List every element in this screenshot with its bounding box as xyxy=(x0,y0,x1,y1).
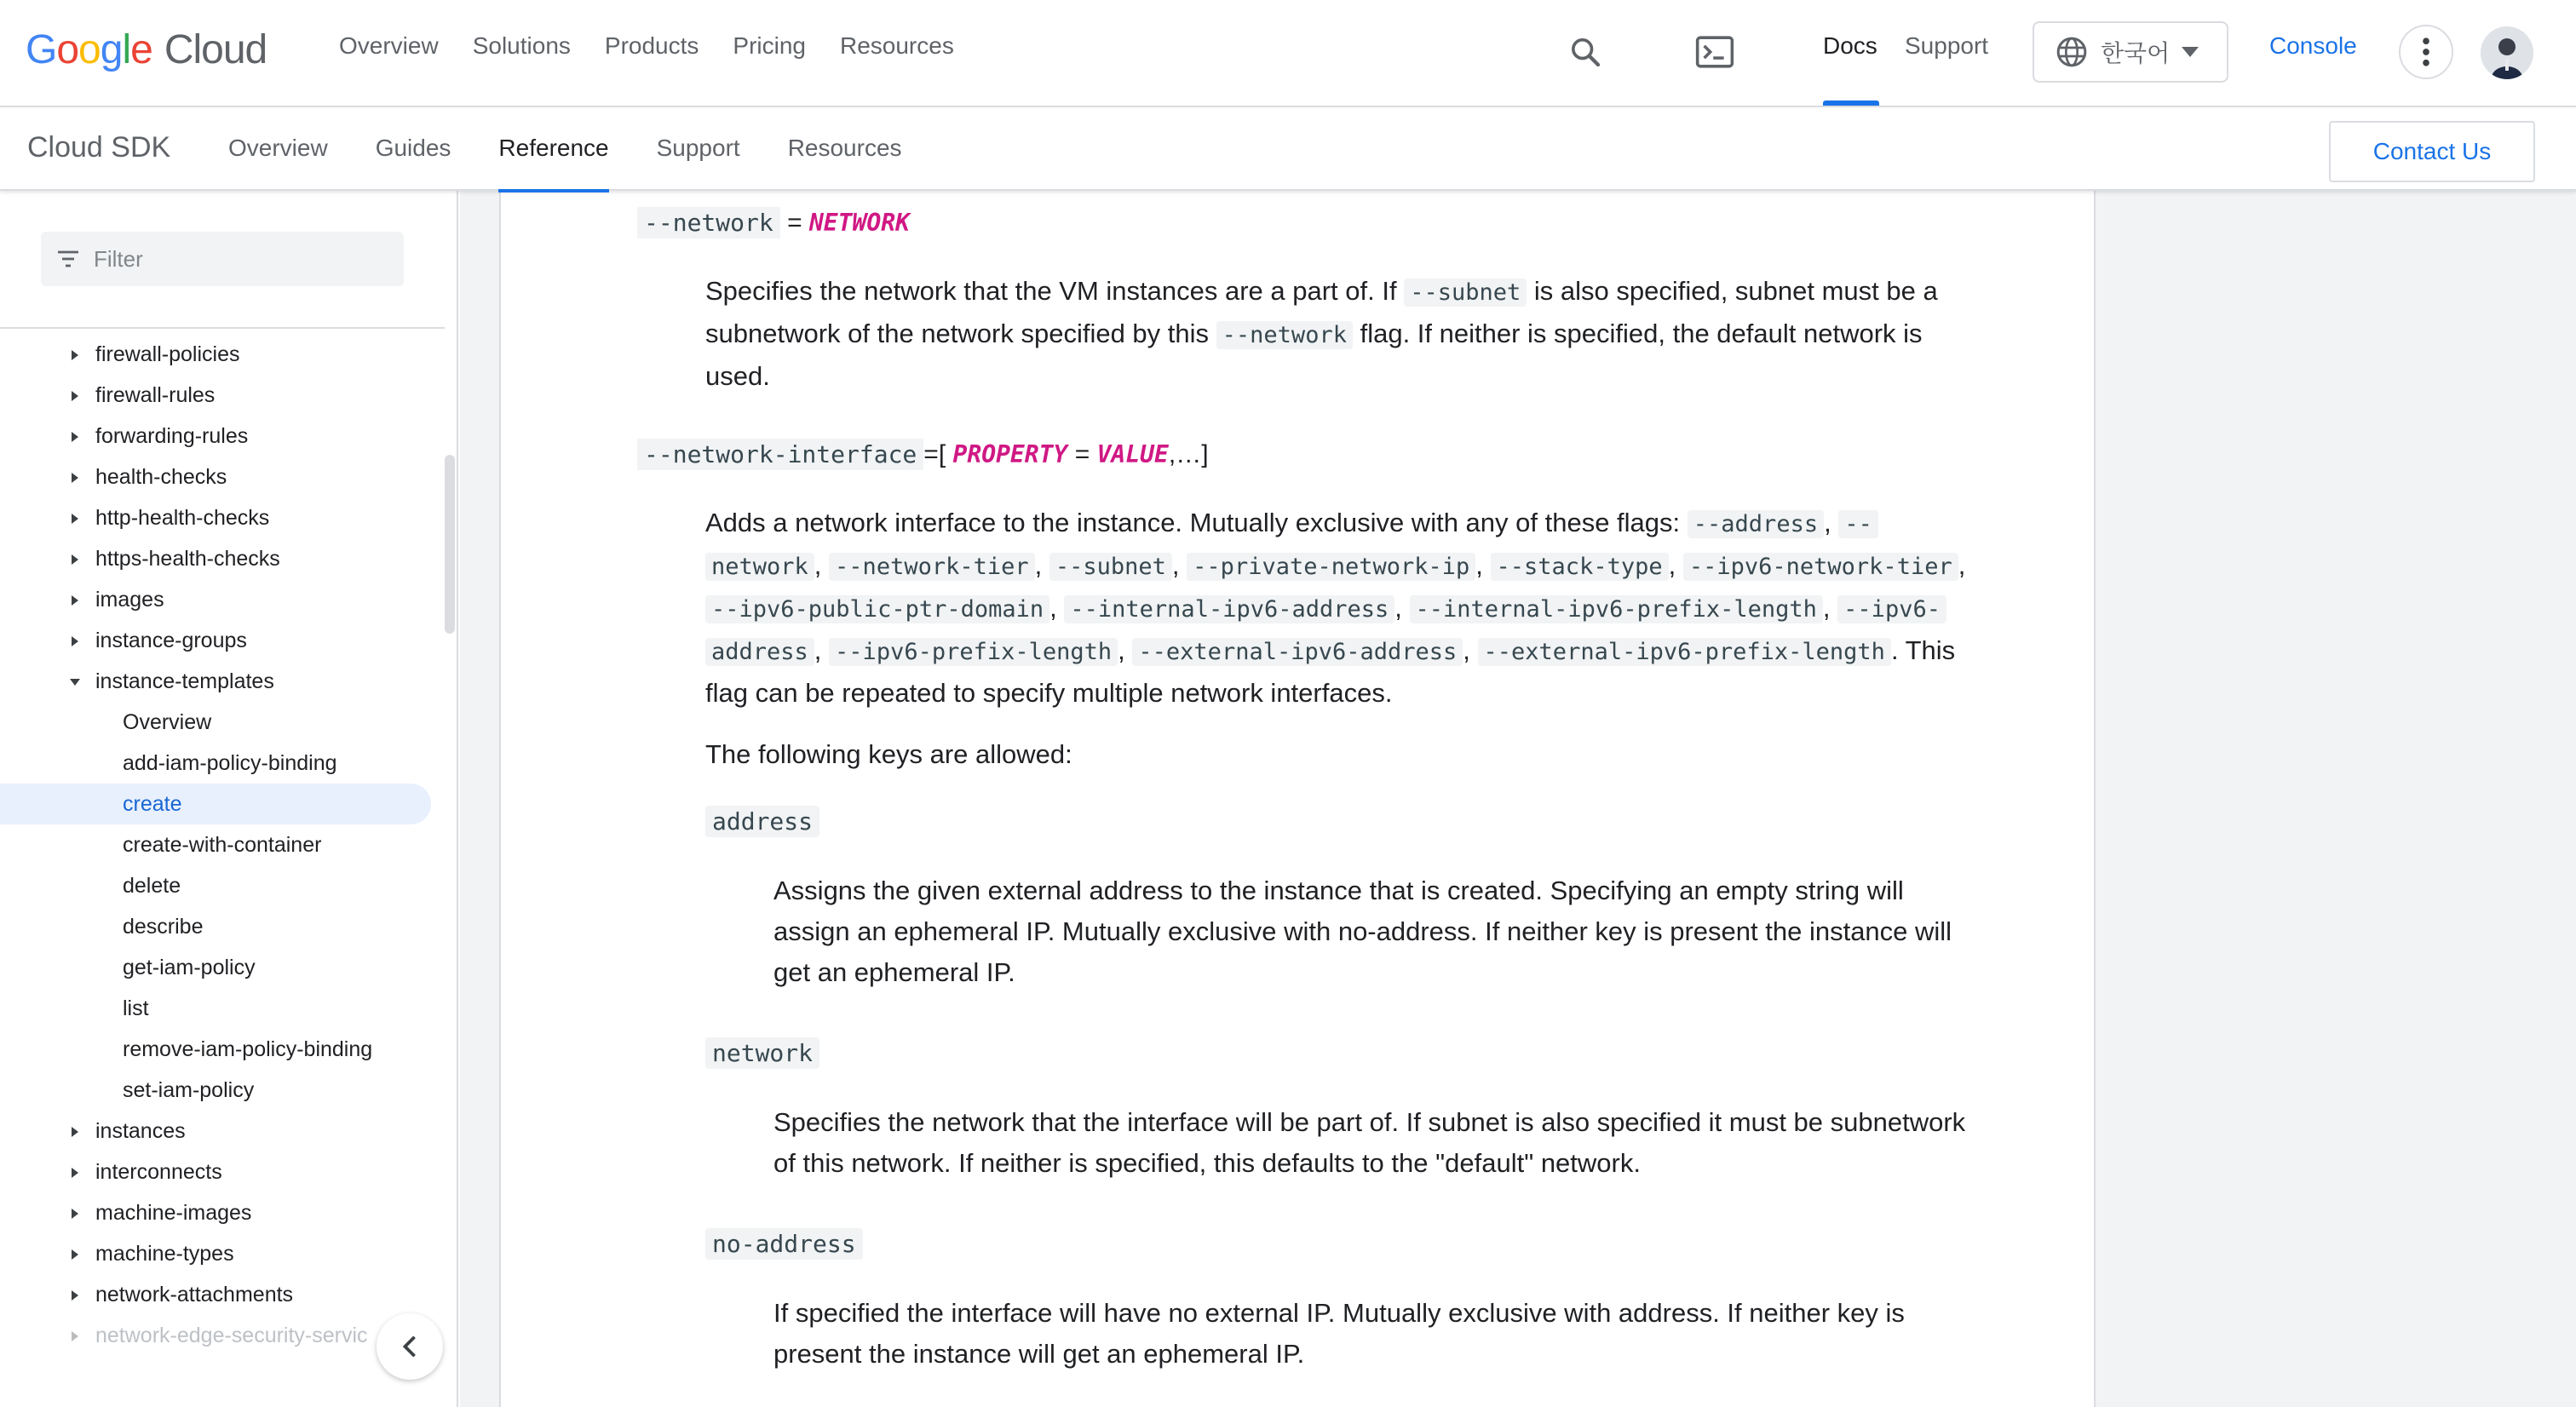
text: of this network. If neither is specified, this defaults to the "default" network. xyxy=(773,1148,1641,1178)
contact-us-button[interactable]: Contact Us xyxy=(2329,121,2535,182)
sidebar-item-label: get-iam-policy xyxy=(123,956,256,979)
sidebar-item-add-iam-policy-binding[interactable] xyxy=(0,743,445,784)
caret-right-icon[interactable] xyxy=(72,1209,78,1219)
docs-link[interactable]: Docs xyxy=(1823,32,1877,59)
caret-right-icon[interactable] xyxy=(72,636,78,646)
key-address-description xyxy=(773,870,2085,993)
collapse-sidebar-button[interactable] xyxy=(377,1313,443,1380)
sidebar-item-label: network-edge-security-servic xyxy=(95,1324,368,1347)
flag-eq: = xyxy=(1074,440,1090,468)
tab-overview[interactable]: Overview xyxy=(228,135,328,161)
article-content xyxy=(499,191,2096,1407)
sidebar-item-label: interconnects xyxy=(95,1160,222,1184)
sidebar-item-firewall-rules[interactable] xyxy=(0,375,445,416)
support-link[interactable]: Support xyxy=(1905,32,1989,59)
text: , xyxy=(1824,508,1831,537)
code: -- xyxy=(1838,510,1878,538)
logo-letter: e xyxy=(130,26,152,72)
caret-right-icon[interactable] xyxy=(72,473,78,483)
terminal-icon xyxy=(1695,35,1734,69)
sidebar-item-label: instance-templates xyxy=(95,669,274,693)
logo-letter: G xyxy=(26,26,57,72)
text: , xyxy=(1049,593,1057,623)
user-avatar-icon xyxy=(2481,26,2533,79)
search-button[interactable] xyxy=(1559,26,1612,78)
caret-right-icon[interactable] xyxy=(72,350,78,360)
sidebar-item-label: forwarding-rules xyxy=(95,424,249,448)
logo-letter: o xyxy=(56,26,79,72)
text: Specifies the network that the VM instances are a part of. If xyxy=(705,276,1405,306)
sidebar-item-label: firewall-rules xyxy=(95,383,216,407)
product-title[interactable]: Cloud SDK xyxy=(27,131,171,164)
flag-network-interface-description xyxy=(705,502,2085,714)
caret-right-icon[interactable] xyxy=(72,514,78,524)
caret-right-icon[interactable] xyxy=(72,1290,78,1301)
text: , xyxy=(814,550,822,580)
sidebar-item-forwarding-rules[interactable] xyxy=(0,416,445,457)
code: --address xyxy=(1688,510,1824,538)
sidebar-item-label: https-health-checks xyxy=(95,547,280,571)
sidebar-item-images[interactable] xyxy=(0,579,445,620)
sidebar-item-health-checks[interactable] xyxy=(0,457,445,497)
search-icon xyxy=(1568,35,1602,69)
filter-icon xyxy=(58,250,78,267)
code: --stack-type xyxy=(1491,553,1669,581)
sidebar-item-network-attachments[interactable] xyxy=(0,1274,445,1315)
sidebar-item-label: Overview xyxy=(123,710,212,734)
sidebar-item-list[interactable] xyxy=(0,988,445,1029)
text: , xyxy=(1171,550,1180,580)
caret-right-icon[interactable] xyxy=(72,1168,78,1178)
text: assign an ephemeral IP. Mutually exclusive with no-address. If neither key is present the instance will xyxy=(773,916,1952,946)
flag-network-interface-heading xyxy=(637,436,1209,474)
sidebar-item-label: create-with-container xyxy=(123,833,322,857)
code: --external-ipv6-prefix-length xyxy=(1478,638,1891,666)
caret-right-icon[interactable] xyxy=(72,432,78,442)
divider xyxy=(0,327,445,329)
sidebar-item-label: create xyxy=(123,792,182,816)
sidebar-item-label: network-attachments xyxy=(95,1283,294,1306)
sidebar-item-label: machine-images xyxy=(95,1201,252,1225)
text: Assigns the given external address to the instance that is created. Specifying an empty string will xyxy=(773,876,1904,905)
tab-reference[interactable]: Reference xyxy=(498,135,609,161)
sidebar-item-create[interactable] xyxy=(0,784,431,824)
key-no-address-description xyxy=(773,1293,2085,1375)
top-header xyxy=(0,0,2576,107)
text: , xyxy=(1958,550,1966,580)
key-no-address-label: no-address xyxy=(705,1228,863,1260)
code: --internal-ipv6-address xyxy=(1064,595,1394,623)
logo-letter: o xyxy=(78,26,101,72)
sidebar-item-overview[interactable] xyxy=(0,702,445,743)
text: Specifies the network that the interface will be part of. If subnet is also specified it must be subnetwork xyxy=(773,1107,1966,1137)
sidebar-item-label: health-checks xyxy=(95,465,227,489)
sidebar-scrollbar[interactable] xyxy=(445,455,455,634)
text: , xyxy=(814,635,822,665)
sidebar-item-create-with-container[interactable] xyxy=(0,824,445,865)
code: --network-tier xyxy=(829,553,1035,581)
sidebar-item-http-health-checks[interactable] xyxy=(0,497,445,538)
flag-eq: = xyxy=(787,209,802,237)
sidebar-item-machine-types[interactable] xyxy=(0,1233,445,1274)
code: --ipv6-network-tier xyxy=(1683,553,1958,581)
flag-open: =[ xyxy=(923,440,946,468)
caret-down-icon xyxy=(2182,47,2199,57)
console-link[interactable]: Console xyxy=(2269,32,2357,59)
text: , xyxy=(1668,550,1676,580)
language-selector[interactable] xyxy=(2033,21,2228,83)
product-header xyxy=(0,109,2576,191)
sidebar-item-https-health-checks[interactable] xyxy=(0,538,445,579)
code: address xyxy=(705,638,814,666)
sidebar-item-instance-groups[interactable] xyxy=(0,620,445,661)
sidebar-item-firewall-policies[interactable] xyxy=(0,334,445,375)
caret-right-icon[interactable] xyxy=(72,554,78,565)
text: , xyxy=(1822,593,1831,623)
sidebar-item-get-iam-policy[interactable] xyxy=(0,947,445,988)
sidebar-tree xyxy=(0,334,445,1356)
tab-support[interactable]: Support xyxy=(656,135,740,161)
flag-name: --network xyxy=(637,207,780,238)
docs-active-indicator xyxy=(1823,100,1879,106)
sidebar xyxy=(0,191,458,1407)
caret-right-icon[interactable] xyxy=(72,595,78,606)
top-nav-overview[interactable]: Overview xyxy=(339,32,439,59)
flag-close: ,…] xyxy=(1168,440,1209,468)
product-tabs xyxy=(228,135,902,162)
flag-property: PROPERTY xyxy=(952,440,1068,468)
sidebar-item-set-iam-policy[interactable] xyxy=(0,1070,445,1111)
flag-name: --network-interface xyxy=(637,439,923,470)
avatar[interactable] xyxy=(2481,26,2533,79)
sidebar-item-label: describe xyxy=(123,915,204,939)
code: --ipv6- xyxy=(1837,595,1946,623)
logo-letter: l xyxy=(122,26,131,72)
key-network-description xyxy=(773,1102,2085,1184)
top-nav-products[interactable]: Products xyxy=(604,32,699,59)
cloud-shell-button[interactable] xyxy=(1688,26,1741,78)
top-nav-solutions[interactable]: Solutions xyxy=(472,32,571,59)
sidebar-item-label: http-health-checks xyxy=(95,506,270,530)
code: --subnet xyxy=(1049,553,1172,581)
text: subnetwork of the network specified by this xyxy=(705,319,1216,348)
logo-cloud-text: Cloud xyxy=(164,26,267,72)
google-cloud-logo[interactable] xyxy=(26,22,267,77)
sidebar-item-label: images xyxy=(95,588,164,612)
keys-intro: The following keys are allowed: xyxy=(705,739,1072,769)
text: , xyxy=(1394,593,1402,623)
text: present the instance will get an ephemeral IP. xyxy=(773,1339,1305,1369)
language-label: 한국어 xyxy=(2101,40,2171,66)
caret-down-icon[interactable] xyxy=(70,679,80,686)
code: network xyxy=(705,553,814,581)
flag-value: VALUE xyxy=(1096,440,1169,468)
filter-box[interactable] xyxy=(41,232,404,286)
top-nav-resources[interactable]: Resources xyxy=(839,32,954,59)
caret-right-icon[interactable] xyxy=(72,391,78,401)
sidebar-item-interconnects[interactable] xyxy=(0,1151,445,1192)
sidebar-item-machine-images[interactable] xyxy=(0,1192,445,1233)
key-network-label: network xyxy=(705,1037,819,1069)
key-address-label: address xyxy=(705,806,819,837)
sidebar-item-label: add-iam-policy-binding xyxy=(123,751,337,775)
top-nav-pricing[interactable]: Pricing xyxy=(733,32,806,59)
sidebar-item-describe[interactable] xyxy=(0,906,445,947)
sidebar-item-instance-templates[interactable] xyxy=(0,661,445,702)
more-vert-icon xyxy=(2422,37,2430,66)
globe-icon xyxy=(2055,35,2089,69)
flag-network-heading xyxy=(637,204,910,242)
code: --private-network-ip xyxy=(1187,553,1475,581)
text: is also specified, subnet must be a xyxy=(1527,276,1938,306)
code-subnet: --subnet xyxy=(1404,279,1527,307)
sidebar-item-label: remove-iam-policy-binding xyxy=(123,1037,373,1061)
text: If specified the interface will have no external IP. Mutually exclusive with address. If neither key is xyxy=(773,1298,1905,1328)
flag-network-description xyxy=(705,271,2068,397)
chevron-left-icon xyxy=(401,1335,418,1358)
caret-right-icon[interactable] xyxy=(72,1331,78,1341)
sidebar-item-label: firewall-policies xyxy=(95,342,240,366)
text: used. xyxy=(705,361,770,391)
sidebar-item-delete[interactable] xyxy=(0,865,445,906)
caret-right-icon[interactable] xyxy=(72,1249,78,1260)
top-nav xyxy=(339,32,954,60)
tab-resources[interactable]: Resources xyxy=(787,135,902,161)
sidebar-item-label: instance-groups xyxy=(95,629,247,652)
sidebar-item-instances[interactable] xyxy=(0,1111,445,1151)
text: , xyxy=(1034,550,1043,580)
flag-var: NETWORK xyxy=(808,209,910,237)
tab-guides[interactable]: Guides xyxy=(375,135,451,161)
logo-letter: g xyxy=(100,26,123,72)
text: flag can be repeated to specify multiple network interfaces. xyxy=(705,678,1393,708)
text: flag. If neither is specified, the default network is xyxy=(1352,319,1923,348)
code: --ipv6-prefix-length xyxy=(829,638,1118,666)
code: --internal-ipv6-prefix-length xyxy=(1410,595,1823,623)
text: . This xyxy=(1890,635,1956,665)
text: , xyxy=(1118,635,1125,665)
sidebar-item-label: delete xyxy=(123,874,181,898)
text: get an ephemeral IP. xyxy=(773,957,1015,987)
code: --external-ipv6-address xyxy=(1132,638,1463,666)
text: , xyxy=(1475,550,1483,580)
code: --ipv6-public-ptr-domain xyxy=(705,595,1049,623)
sidebar-item-label: instances xyxy=(95,1119,186,1143)
filter-input[interactable] xyxy=(94,246,366,273)
sidebar-item-label: machine-types xyxy=(95,1242,234,1266)
code-network: --network xyxy=(1216,321,1353,349)
text: Adds a network interface to the instance. Mutually exclusive with any of these flags: xyxy=(705,508,1688,537)
more-options-button[interactable] xyxy=(2399,25,2453,79)
sidebar-item-label: list xyxy=(123,996,149,1020)
caret-right-icon[interactable] xyxy=(72,1127,78,1137)
text: , xyxy=(1463,635,1470,665)
sidebar-item-label: set-iam-policy xyxy=(123,1078,255,1102)
sidebar-item-remove-iam-policy-binding[interactable] xyxy=(0,1029,445,1070)
